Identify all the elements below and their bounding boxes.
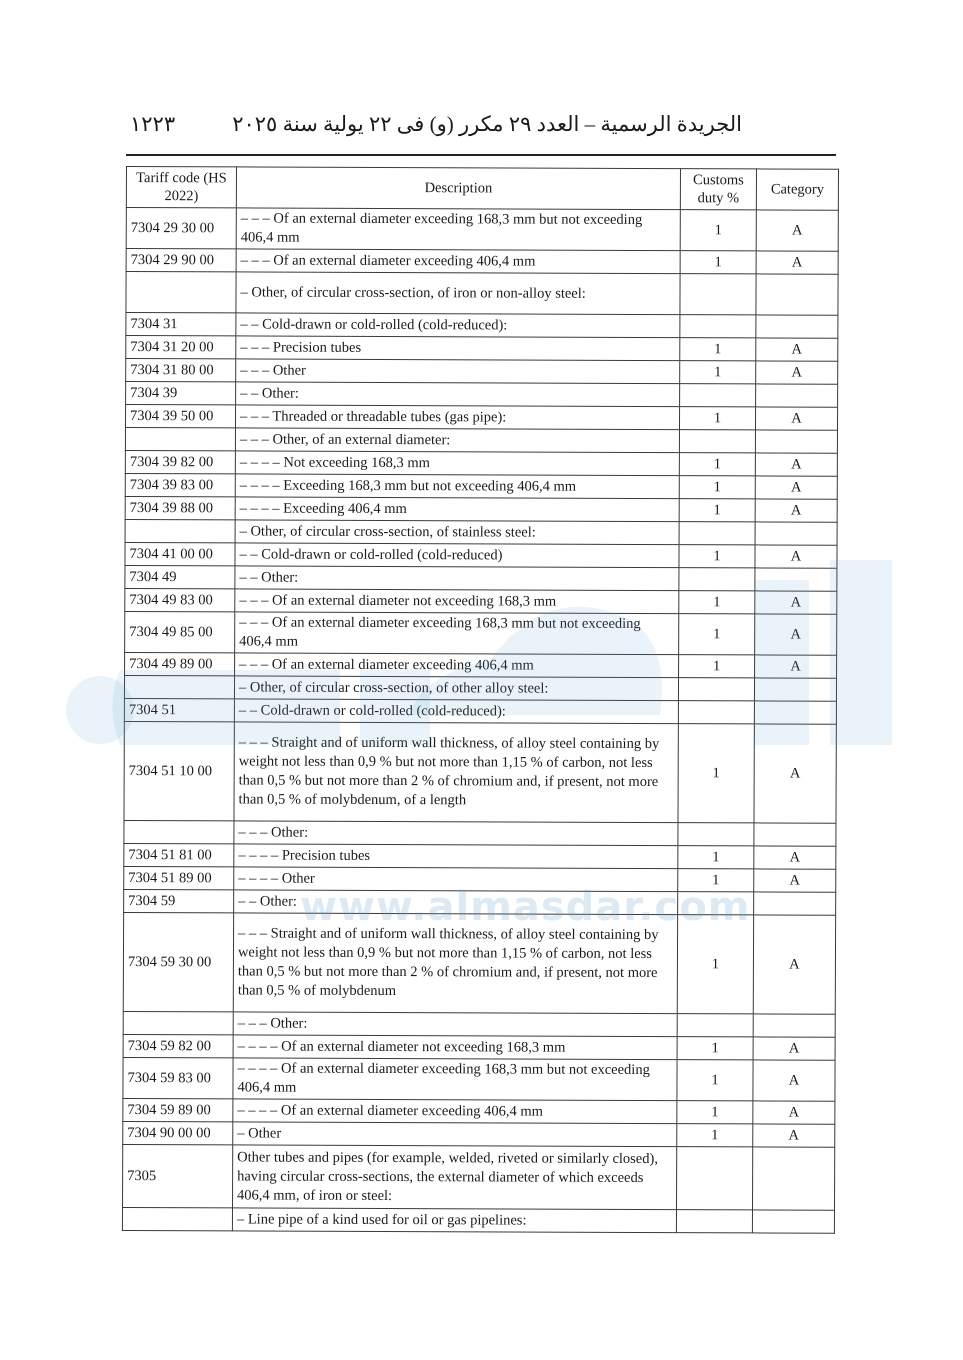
description-cell: – Other (233, 1122, 677, 1147)
tariff-code-cell (125, 519, 235, 542)
category-cell (754, 823, 836, 846)
description-cell: – – – – Other (234, 867, 678, 892)
customs-duty-cell: 1 (679, 545, 755, 568)
category-cell: A (754, 846, 836, 869)
description-cell: – – Other: (235, 566, 679, 591)
category-cell: A (753, 1060, 835, 1101)
table-row (126, 336, 838, 362)
category-cell: A (753, 1101, 835, 1124)
category-cell: A (755, 407, 837, 430)
customs-duty-cell (679, 522, 755, 545)
description-cell: – – – Other (236, 359, 680, 384)
table-row (125, 496, 837, 522)
tariff-code-cell: 7304 49 (125, 565, 235, 588)
tariff-code-cell: 7304 51 (124, 698, 234, 721)
category-cell: A (755, 476, 837, 499)
category-cell (754, 678, 836, 701)
table-row (126, 382, 838, 408)
customs-duty-cell: 1 (677, 1060, 753, 1101)
category-cell: A (755, 499, 837, 522)
customs-duty-cell: 1 (678, 846, 754, 869)
tariff-code-cell (122, 1207, 232, 1230)
customs-duty-cell: 1 (677, 1037, 753, 1060)
customs-duty-cell (677, 1014, 753, 1037)
table-row (126, 313, 838, 339)
page-number: ١٢٢٣ (130, 112, 176, 136)
tariff-code-cell: 7304 39 82 00 (125, 450, 235, 473)
tariff-code-cell: 7304 59 83 00 (123, 1057, 233, 1098)
description-cell: – Line pipe of a kind used for oil or gas pipelines: (232, 1208, 676, 1233)
customs-duty-cell (678, 678, 754, 701)
description-cell: – – – – Of an external diameter exceeding 168,3 mm but not exceeding 406,4 mm (233, 1058, 677, 1101)
tariff-code-cell: 7304 59 30 00 (123, 912, 233, 1011)
description-cell: – – – Other: (233, 1012, 677, 1037)
description-cell: – Other, of circular cross-section, of stainless steel: (235, 520, 679, 545)
tariff-body (122, 208, 838, 1234)
tariff-code-cell: 7304 49 85 00 (125, 611, 235, 652)
category-cell: A (753, 1037, 835, 1060)
table-row (126, 272, 838, 316)
tariff-code-cell (126, 272, 236, 313)
description-cell: – – – – Of an external diameter not exceeding 168,3 mm (233, 1035, 677, 1060)
category-cell: A (756, 251, 838, 274)
category-cell (755, 430, 837, 453)
table-row (126, 249, 838, 275)
description-cell: – Other, of circular cross-section, of other alloy steel: (234, 676, 678, 701)
description-cell: – – – Of an external diameter exceeding 406,4 mm (236, 249, 680, 274)
customs-duty-cell (680, 384, 756, 407)
customs-duty-cell (679, 430, 755, 453)
tariff-code-cell: 7304 41 00 00 (125, 542, 235, 565)
category-cell: A (753, 1124, 835, 1147)
description-cell: – – – – Not exceeding 168,3 mm (235, 451, 679, 476)
tariff-code-cell (123, 1011, 233, 1034)
customs-duty-cell (676, 1210, 752, 1233)
customs-duty-cell: 1 (679, 591, 755, 614)
customs-duty-cell: 1 (680, 338, 756, 361)
category-cell (756, 384, 838, 407)
description-cell: – – – – Exceeding 406,4 mm (235, 497, 679, 522)
table-row (125, 405, 837, 431)
description-cell: – – Cold-drawn or cold-rolled (cold-reduced) (235, 543, 679, 568)
tariff-code-cell: 7304 51 81 00 (124, 843, 234, 866)
description-cell: – – – Straight and of uniform wall thickness, of alloy steel containing by weight not less than 0,9 % but not more than 1,15 % of carbon, not less than 0,5 % but not more than 2 % of chromium and, if present, not more than 0,5 % of molybdenum, of a length (234, 722, 678, 823)
category-cell (752, 1147, 834, 1210)
table-row (125, 473, 837, 499)
tariff-code-cell: 7304 59 82 00 (123, 1034, 233, 1057)
table-row (126, 359, 838, 385)
table-row (123, 1121, 835, 1147)
description-cell: – – – Other, of an external diameter: (235, 428, 679, 453)
description-cell: Other tubes and pipes (for example, welded, riveted or similarly closed), having circular cross-sections, the external diameter of which exceeds 406,4 mm, of iron or steel: (233, 1145, 677, 1210)
category-cell: A (753, 915, 835, 1014)
tariff-code-cell: 7304 59 89 00 (123, 1098, 233, 1121)
description-cell: – – Cold-drawn or cold-rolled (cold-reduced): (236, 313, 680, 338)
category-cell (754, 701, 836, 724)
customs-duty-cell: 1 (679, 499, 755, 522)
tariff-code-cell: 7304 90 00 00 (123, 1121, 233, 1144)
customs-duty-cell: 1 (679, 476, 755, 499)
description-cell: – – – Straight and of uniform wall thickness, of alloy steel containing by weight not less than 0,9 % but not more than 1,15 % of carbon, not less than 0,5 % but not more than 2 % of chromium and, if present, not more than 0,5 % of molybdenum (233, 913, 677, 1014)
category-cell: A (754, 724, 836, 823)
description-cell: – – Cold-drawn or cold-rolled (cold-reduced): (234, 699, 678, 724)
table-row (123, 1144, 835, 1210)
category-cell: A (755, 614, 837, 655)
category-cell: A (756, 210, 838, 251)
category-cell: A (756, 338, 838, 361)
table-row (124, 675, 836, 701)
customs-duty-cell (680, 274, 756, 315)
description-cell: – – Other: (234, 890, 678, 915)
customs-duty-cell: 1 (679, 407, 755, 430)
customs-duty-cell: 1 (680, 361, 756, 384)
description-cell: – – – Precision tubes (236, 336, 680, 361)
tariff-code-cell (124, 820, 234, 843)
description-cell: – – – – Exceeding 168,3 mm but not exceeding 406,4 mm (235, 474, 679, 499)
customs-duty-cell: 1 (680, 210, 756, 251)
customs-duty-cell: 1 (677, 1101, 753, 1124)
category-cell: A (756, 361, 838, 384)
table-row (124, 721, 836, 823)
table-row (123, 1057, 835, 1101)
tariff-code-cell: 7304 49 89 00 (125, 652, 235, 675)
tariff-code-cell: 7304 51 89 00 (124, 866, 234, 889)
table-row (123, 1011, 835, 1037)
description-cell: – Other, of circular cross-section, of iron or non-alloy steel: (236, 272, 680, 315)
category-cell (754, 892, 836, 915)
table-row (125, 652, 837, 678)
table-row (123, 1034, 835, 1060)
description-cell: – – – Other: (234, 821, 678, 846)
tariff-table (122, 166, 839, 1234)
table-row (124, 843, 836, 869)
tariff-code-cell: 7304 31 20 00 (126, 336, 236, 359)
table-row (125, 450, 837, 476)
category-cell (756, 274, 838, 315)
tariff-code-cell: 7305 (123, 1144, 233, 1207)
tariff-code-cell: 7304 29 30 00 (126, 208, 236, 249)
category-cell (756, 315, 838, 338)
table-row (125, 565, 837, 591)
category-cell: A (754, 869, 836, 892)
table-row (124, 698, 836, 724)
customs-duty-cell: 1 (677, 915, 753, 1014)
category-cell: A (755, 591, 837, 614)
table-row (125, 428, 837, 454)
customs-duty-cell: 1 (679, 614, 755, 655)
description-cell: – – – Threaded or threadable tubes (gas pipe): (235, 405, 679, 430)
header-rule (126, 154, 836, 156)
tariff-code-cell: 7304 49 83 00 (125, 588, 235, 611)
table-row (125, 519, 837, 545)
category-cell (755, 522, 837, 545)
customs-duty-cell: 1 (677, 1124, 753, 1147)
category-cell: A (755, 655, 837, 678)
customs-duty-cell: 1 (678, 724, 754, 823)
page-header (126, 104, 836, 144)
tariff-code-cell (124, 675, 234, 698)
tariff-code-cell (125, 428, 235, 451)
customs-duty-cell: 1 (678, 869, 754, 892)
tariff-code-cell: 7304 59 (124, 889, 234, 912)
customs-duty-cell: 1 (679, 453, 755, 476)
table-row (124, 820, 836, 846)
header-description: Description (236, 167, 680, 210)
tariff-code-cell: 7304 31 (126, 313, 236, 336)
table-row (123, 1098, 835, 1124)
description-cell: – – – Of an external diameter exceeding 406,4 mm (235, 653, 679, 678)
description-cell: – – – – Precision tubes (234, 844, 678, 869)
customs-duty-cell: 1 (679, 655, 755, 678)
table-row (125, 542, 837, 568)
description-cell: – – – Of an external diameter exceeding 168,3 mm but not exceeding 406,4 mm (236, 208, 680, 251)
category-cell (755, 568, 837, 591)
header-tariff-code: Tariff code (HS 2022) (126, 167, 236, 208)
table-row (125, 588, 837, 614)
table-header-row (126, 167, 838, 211)
gazette-title: الجريدة الرسمية – العدد ٢٩ مكرر (و) فى ٢٢ يولية سنة ٢٠٢٥ (232, 112, 742, 136)
header-category: Category (756, 169, 838, 210)
tariff-code-cell: 7304 39 50 00 (125, 405, 235, 428)
customs-duty-cell: 1 (680, 251, 756, 274)
tariff-code-cell: 7304 29 90 00 (126, 249, 236, 272)
tariff-code-cell: 7304 31 80 00 (126, 359, 236, 382)
customs-duty-cell (676, 1147, 752, 1210)
category-cell (752, 1210, 834, 1233)
tariff-code-cell: 7304 39 88 00 (125, 496, 235, 519)
customs-duty-cell (679, 568, 755, 591)
description-cell: – – – Of an external diameter exceeding 168,3 mm but not exceeding 406,4 mm (235, 612, 679, 655)
table-row (126, 208, 838, 252)
header-customs-duty: Customs duty % (680, 169, 756, 210)
category-cell: A (755, 453, 837, 476)
category-cell: A (755, 545, 837, 568)
description-cell: – – Other: (236, 382, 680, 407)
table-row (122, 1207, 834, 1233)
description-cell: – – – – Of an external diameter exceeding 406,4 mm (233, 1099, 677, 1124)
customs-duty-cell (680, 315, 756, 338)
tariff-code-cell: 7304 39 83 00 (125, 473, 235, 496)
tariff-code-cell: 7304 39 (126, 382, 236, 405)
category-cell (753, 1014, 835, 1037)
customs-duty-cell (678, 701, 754, 724)
tariff-code-cell: 7304 51 10 00 (124, 721, 234, 820)
watermark-url: www.almasdar.com (300, 884, 751, 930)
customs-duty-cell (678, 823, 754, 846)
description-cell: – – – Of an external diameter not exceeding 168,3 mm (235, 589, 679, 614)
table-row (125, 611, 837, 655)
